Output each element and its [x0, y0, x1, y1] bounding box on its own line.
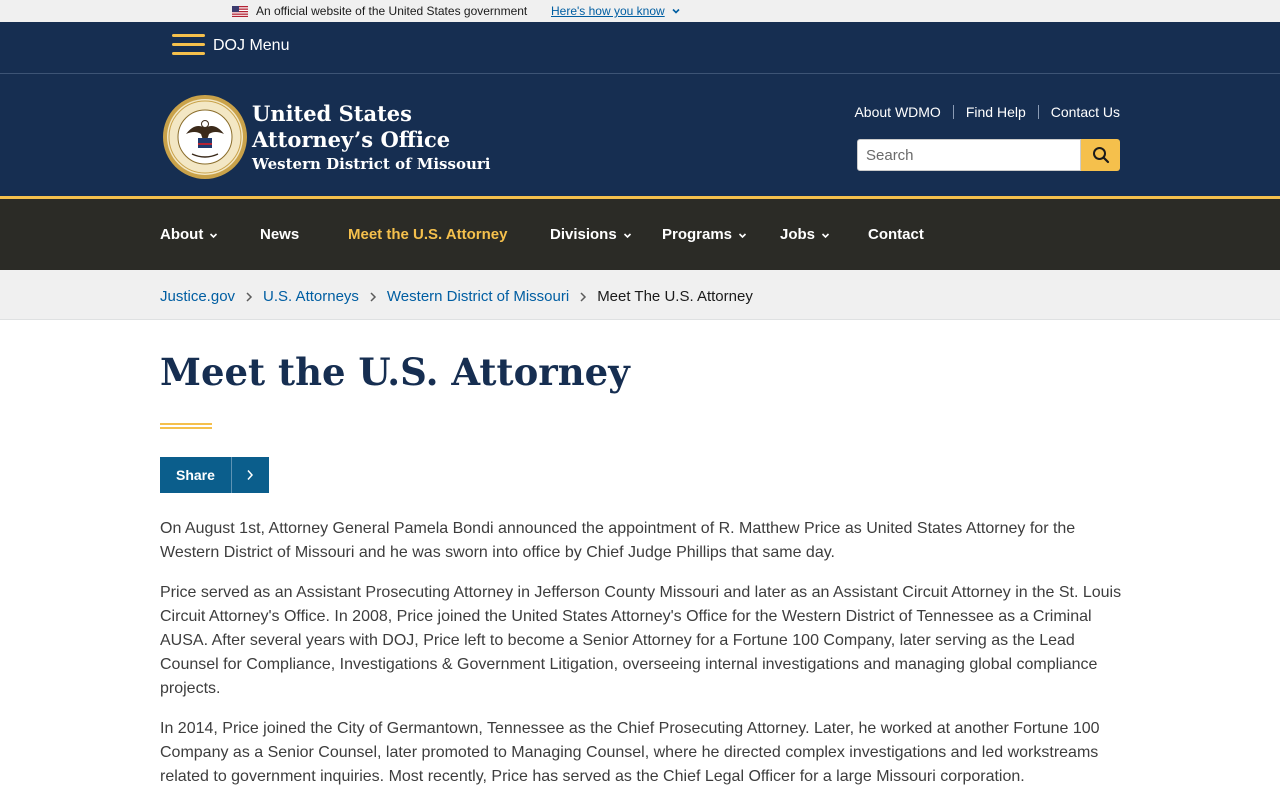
chevron-down-icon	[209, 231, 218, 240]
nav-meet-attorney[interactable]	[348, 226, 507, 243]
nav-contact-label: Contact	[868, 226, 924, 243]
search-button[interactable]	[1081, 139, 1120, 171]
search-icon	[1092, 146, 1110, 164]
nav-divisions-label: Divisions	[550, 226, 617, 243]
utility-links	[854, 104, 1120, 120]
page-title: Meet the U.S. Attorney	[160, 350, 630, 394]
about-wdmo-link[interactable]: About WDMO	[854, 104, 941, 120]
office-title[interactable]	[252, 101, 490, 175]
doj-menu-bar	[0, 22, 1280, 74]
nav-about[interactable]	[160, 226, 218, 243]
chevron-right-icon	[579, 292, 587, 302]
divider	[1038, 105, 1039, 119]
paragraph: Price served as an Assistant Prosecuting Attorney in Jefferson County Missouri and later as an Assistant Circuit Attorney in the St. Louis Circuit Attorney's Office. In 2008, Price joined the United States Attorney's Office for the Western District of Tennessee as a Criminal AUSA. After several years with DOJ, Price left to become a Senior Attorney for a Fortune 100 Company, later serving as the Lead Counsel for Compliance, Investigations & Government Litigation, overseeing internal investigations and managing global compliance projects.	[160, 584, 1122, 697]
paragraph: On August 1st, Attorney General Pamela Bondi announced the appointment of R. Matthew Price as United States Attorney for the Western District of Missouri and he was sworn into office by Chief Judge Phillips that same day.	[160, 520, 1076, 561]
share-label: Share	[160, 457, 232, 493]
nav-programs[interactable]	[662, 226, 747, 243]
breadcrumb-western-district[interactable]: Western District of Missouri	[386, 288, 570, 305]
primary-nav	[0, 199, 1280, 270]
nav-jobs[interactable]	[780, 226, 830, 243]
office-district: Western District of Missouri	[252, 155, 491, 173]
office-title-line2: Attorney’s Office	[252, 127, 451, 152]
breadcrumb	[0, 270, 1280, 320]
hamburger-menu-icon[interactable]	[172, 34, 205, 58]
us-flag-icon	[232, 6, 248, 17]
search-form	[857, 139, 1120, 171]
chevron-right-icon	[245, 292, 253, 302]
nav-meet-attorney-label: Meet the U.S. Attorney	[348, 226, 508, 243]
contact-us-link[interactable]: Contact Us	[1050, 104, 1120, 120]
how-you-know-link[interactable]: Here's how you know	[551, 4, 665, 18]
paragraph: In 2014, Price joined the City of Germantown, Tennessee as the Chief Prosecuting Attorney. Later, he worked at another Fortune 100 Company as a Senior Counsel, later promoted to Managing Counsel, where he directed complex investigations and led workstreams related to government inquiries. Most recently, Price has served as the Chief Legal Officer for a large Missouri corporation.	[160, 720, 1100, 785]
nav-programs-label: Programs	[662, 226, 733, 243]
gov-banner	[0, 0, 1280, 22]
doj-seal-logo[interactable]	[162, 94, 248, 180]
chevron-down-icon	[623, 231, 632, 240]
main-content	[160, 321, 1120, 800]
article-body	[160, 517, 1120, 789]
title-accent-rule	[160, 423, 212, 429]
office-title-line1: United States	[252, 101, 412, 126]
breadcrumb-current: Meet The U.S. Attorney	[597, 288, 753, 305]
doj-menu-button[interactable]: DOJ Menu	[213, 37, 290, 54]
nav-jobs-label: Jobs	[780, 226, 816, 243]
nav-about-label: About	[160, 226, 204, 243]
chevron-down-icon	[821, 231, 830, 240]
breadcrumb-justice-gov[interactable]: Justice.gov	[160, 288, 236, 305]
find-help-link[interactable]: Find Help	[965, 104, 1026, 120]
share-button[interactable]	[160, 457, 269, 493]
nav-news[interactable]	[260, 226, 299, 243]
search-input[interactable]	[857, 139, 1081, 171]
nav-contact[interactable]	[868, 226, 924, 243]
site-header	[0, 74, 1280, 199]
divider	[953, 105, 954, 119]
chevron-down-icon	[738, 231, 747, 240]
chevron-right-icon	[232, 457, 269, 493]
official-site-text: An official website of the United States government	[256, 4, 528, 18]
chevron-down-icon[interactable]	[671, 6, 681, 16]
nav-divisions[interactable]	[550, 226, 632, 243]
chevron-right-icon	[369, 292, 377, 302]
nav-news-label: News	[260, 226, 300, 243]
breadcrumb-us-attorneys[interactable]: U.S. Attorneys	[263, 288, 359, 305]
